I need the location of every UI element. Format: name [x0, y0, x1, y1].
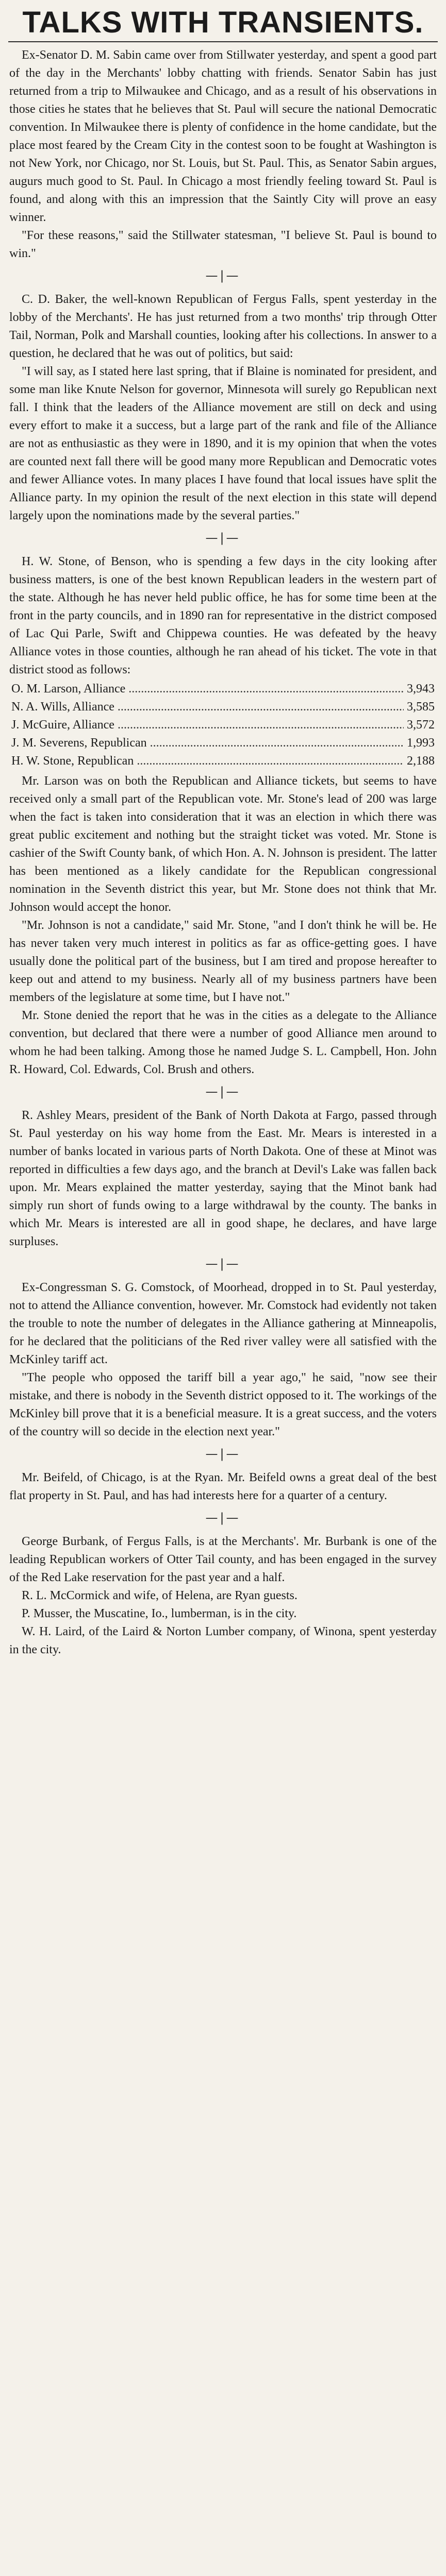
article: [8, 1275, 438, 1443]
article-paragraph: Mr. Larson was on both the Republican and Alliance tickets, but seems to have received only a small part of the Republican vote. Mr. Stone's lead of 200 was large when the fact is taken into consideration that it was an election in which there was great public excitement and nothing but the straight ticket was voted. Mr. Stone is cashier of the Swift County bank, of which Hon. A. N. Johnson is president. The latter has been mentioned as a likely candidate for the Republican congressional nomination in the Seventh district this year, but Mr. Stone does not think that Mr. Johnson would accept the honor.: [9, 774, 437, 914]
article-paragraph: C. D. Baker, the well-known Republican of Fergus Falls, spent yesterday in the lobby of the Merchants'. He has just returned from a two months' trip through Otter Tail, Norman, Polk and Marshall counties, looking after his collections. In answer to a question, he declared that he was out of politics, but said:: [9, 293, 437, 360]
candidate-name: J. M. Severens, Republican .....: [11, 734, 404, 752]
article-paragraph: Ex-Senator D. M. Sabin came over from Stillwater yesterday, and spent a good part of the day in the Merchants' lobby chatting with friends. Senator Sabin has just returned from a trip to Milwaukee and Chicago, and as a result of his observations in those cities he states that he believes that St. Paul will secure the national Democratic convention. In Milwaukee there is plenty of confidence in the home candidate, but the place most feared by the Cream City in the contest soon to be fought at Washington is not New York, nor Chicago, nor St. Louis, but St. Paul. This, as Senator Sabin argues, augurs much good to St. Paul. In Chicago a most friendly feeling toward St. Paul is found, and along with this an impression that the Saintly City will prove an easy winner.: [9, 48, 437, 224]
candidate-name: O. M. Larson, Alliance .....: [11, 680, 404, 698]
article-paragraph: R. Ashley Mears, president of the Bank of North Dakota at Fargo, passed through St. Paul yesterday on his way home from the East. Mr. Mears is interested in a number of banks located in various parts of North Dakota. One of these at Minot was reported in difficulties a few days ago, and the branch at Devil's Lake was fallen back upon. Mr. Mears explained the matter yesterday, saying that the Minot bank had simply run short of funds owing to a large withdrawal by the county. The banks in which Mr. Mears is interested are all in good shape, he declares, and have large surpluses.: [9, 1109, 437, 1248]
headline: TALKS WITH TRANSIENTS.: [22, 6, 424, 39]
article-separator: —|—: [205, 531, 241, 545]
vote-table: [9, 680, 437, 770]
article-paragraph: P. Musser, the Muscatine, Io., lumberman, is in the city.: [22, 1607, 297, 1620]
vote-count: 3,943: [407, 682, 435, 696]
article-paragraph: H. W. Stone, of Benson, who is spending a few days in the city looking after business matters, is one of the best known Republican leaders in the western part of the state. Although he has never held public office, he has for some time been at the front in the party councils, and in 1890 ran for representative in the district composed of Lac Qui Parle, Swift and Chippewa counties. He was defeated by the heavy Alliance votes in those counties, although he ran ahead of his ticket. The vote in that district stood as follows:: [9, 555, 437, 676]
article-separator: —|—: [205, 1084, 241, 1099]
vote-row: [11, 716, 435, 734]
candidate-name: N. A. Wills, Alliance .....: [11, 698, 404, 716]
article: [8, 42, 438, 265]
article-paragraph: Mr. Beifeld, of Chicago, is at the Ryan. Mr. Beifeld owns a great deal of the best flat property in St. Paul, and has had interests here for a quarter of a century.: [9, 1471, 437, 1502]
article-separator: —|—: [205, 1447, 241, 1461]
article-paragraph: Ex-Congressman S. G. Comstock, of Moorhead, dropped in to St. Paul yesterday, not to attend the Alliance convention, however. Mr. Comstock had evidently not taken the trouble to note the number of delegates in the Alliance gathering at Minneapolis, for he declared that the politicians of the Red river valley were all satisfied with the McKinley tariff act.: [9, 1281, 437, 1366]
vote-row: [11, 752, 435, 770]
vote-row: [11, 680, 435, 698]
article-separator: —|—: [205, 1511, 241, 1525]
article-separator: —|—: [205, 268, 241, 283]
article-paragraph: "The people who opposed the tariff bill a year ago," he said, "now see their mistake, and there is nobody in the Seventh district opposed to it. The workings of the McKinley bill prove that it is a beneficial measure. It is a great success, and the voters of the country will so decide in the election next year.": [9, 1371, 437, 1438]
article-paragraph: "I will say, as I stated here last spring, that if Blaine is nominated for president, and some man like Knute Nelson for governor, Minnesota will surely go Republican next fall. I think that the leaders of the Alliance movement are still on deck and using every effort to make it a success, but a large part of the rank and file of the Alliance are not as enthusiastic as they were in 1890, and it is my opinion that when the votes are counted next fall there will be good many more Republican and Democratic votes and fewer Alliance votes. In many places I have found that local issues have split the Alliance party. In my opinion the result of the next election in this state will depend largely upon the nominations made by the several parties.": [9, 365, 437, 522]
article: [8, 1465, 438, 1507]
article-paragraph: George Burbank, of Fergus Falls, is at the Merchants'. Mr. Burbank is one of the leading Republican workers of Otter Tail county, and has been engaged in the survey of the Red Lake reservation for the past year and a half.: [9, 1535, 437, 1584]
article-paragraph: Mr. Stone denied the report that he was in the cities as a delegate to the Alliance convention, but declared that there were a number of good Alliance men around to whom he had been talking. Among those he named Judge S. L. Campbell, Hon. John R. Howard, Col. Edwards, Col. Brush and others.: [9, 1009, 437, 1076]
article-paragraph: "Mr. Johnson is not a candidate," said Mr. Stone, "and I don't think he will be. He has never taken very much interest in politics as far as office-getting goes. I have usually done the political part of the business, but I am tired and propose hereafter to keep out and attend to my business. Nearly all of my business partners have been members of the legislature at some time, but I have not.": [9, 919, 437, 1004]
article: [8, 1529, 438, 1661]
article-paragraph: W. H. Laird, of the Laird & Norton Lumber company, of Winona, spent yesterday in the city.: [9, 1625, 437, 1656]
vote-count: 1,993: [407, 736, 435, 750]
article-separator: —|—: [205, 1257, 241, 1271]
articles-container: [8, 42, 438, 1661]
vote-row: [11, 698, 435, 716]
article: [8, 549, 438, 1081]
article-paragraph: "For these reasons," said the Stillwater statesman, "I believe St. Paul is bound to win.": [9, 229, 437, 260]
vote-row: [11, 734, 435, 752]
vote-count: 3,572: [407, 718, 435, 732]
candidate-name: H. W. Stone, Republican .....: [11, 752, 404, 770]
article: [8, 286, 438, 527]
newspaper-column: [8, 0, 438, 2576]
article-paragraph: R. L. McCormick and wife, of Helena, are Ryan guests.: [22, 1589, 298, 1602]
candidate-name: J. McGuire, Alliance .....: [11, 716, 404, 734]
vote-count: 2,188: [407, 754, 435, 768]
vote-count: 3,585: [407, 700, 435, 714]
article: [8, 1103, 438, 1253]
